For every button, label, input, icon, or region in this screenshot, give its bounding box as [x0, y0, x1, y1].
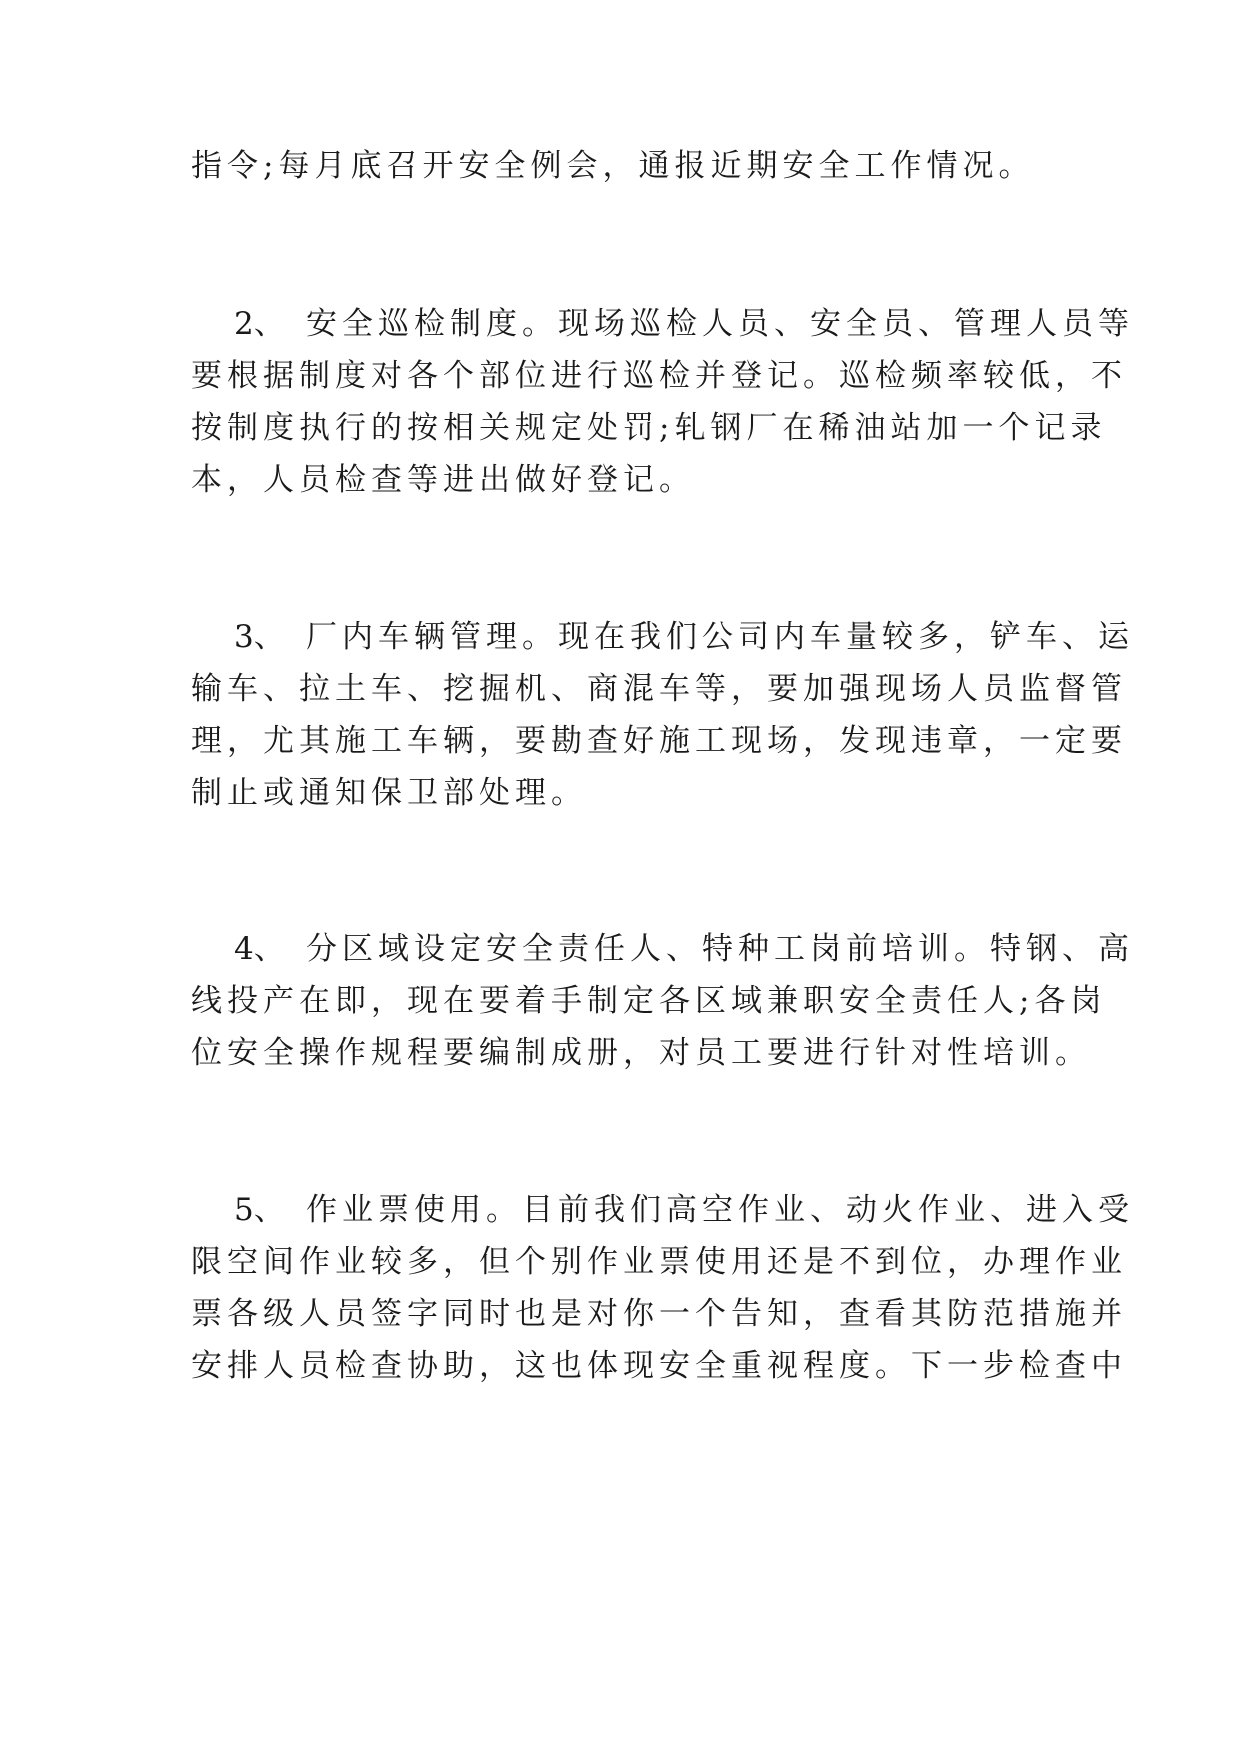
- item-5-line-3: 票各级人员签字同时也是对你一个告知，查看其防范措施并: [191, 1296, 1127, 1332]
- item-2-line-1: 安全巡检制度。现场巡检人员、安全员、管理人员等: [306, 306, 1134, 342]
- item-4-line-2: 线投产在即，现在要着手制定各区域兼职安全责任人;各岗: [191, 983, 1107, 1019]
- item-4-line-1: 分区域设定安全责任人、特种工岗前培训。特钢、高: [306, 931, 1134, 967]
- item-3-first-line: [234, 617, 1134, 657]
- item-2-line-4: 本，人员检查等进出做好登记。: [191, 462, 695, 498]
- item-4-number: 4、: [234, 931, 285, 967]
- item-2-first-line: [234, 304, 1134, 344]
- item-5-number: 5、: [234, 1192, 285, 1228]
- item-5-line-2: 限空间作业较多，但个别作业票使用还是不到位，办理作业: [191, 1244, 1127, 1280]
- item-2-number: 2、: [234, 306, 285, 342]
- item-5-first-line: [234, 1190, 1134, 1230]
- item-2-line-2: 要根据制度对各个部位进行巡检并登记。巡检频率较低，不: [191, 358, 1127, 394]
- item-3-line-4: 制止或通知保卫部处理。: [191, 775, 587, 811]
- item-4-first-line: [234, 929, 1134, 969]
- item-5-line-4: 安排人员检查协助，这也体现安全重视程度。下一步检查中: [191, 1348, 1127, 1384]
- item-2-line-3: 按制度执行的按相关规定处罚;轧钢厂在稀油站加一个记录: [191, 410, 1107, 446]
- item-3-line-3: 理，尤其施工车辆，要勘查好施工现场，发现违章，一定要: [191, 723, 1127, 759]
- item-3-line-1: 厂内车辆管理。现在我们公司内车量较多，铲车、运: [306, 619, 1134, 655]
- intro-line-1: 指令;每月底召开安全例会，通报近期安全工作情况。: [191, 148, 1035, 184]
- item-4-line-3: 位安全操作规程要编制成册，对员工要进行针对性培训。: [191, 1035, 1091, 1071]
- item-5-line-1: 作业票使用。目前我们高空作业、动火作业、进入受: [306, 1192, 1134, 1228]
- item-3-line-2: 输车、拉土车、挖掘机、商混车等，要加强现场人员监督管: [191, 671, 1127, 707]
- item-3-number: 3、: [234, 619, 285, 655]
